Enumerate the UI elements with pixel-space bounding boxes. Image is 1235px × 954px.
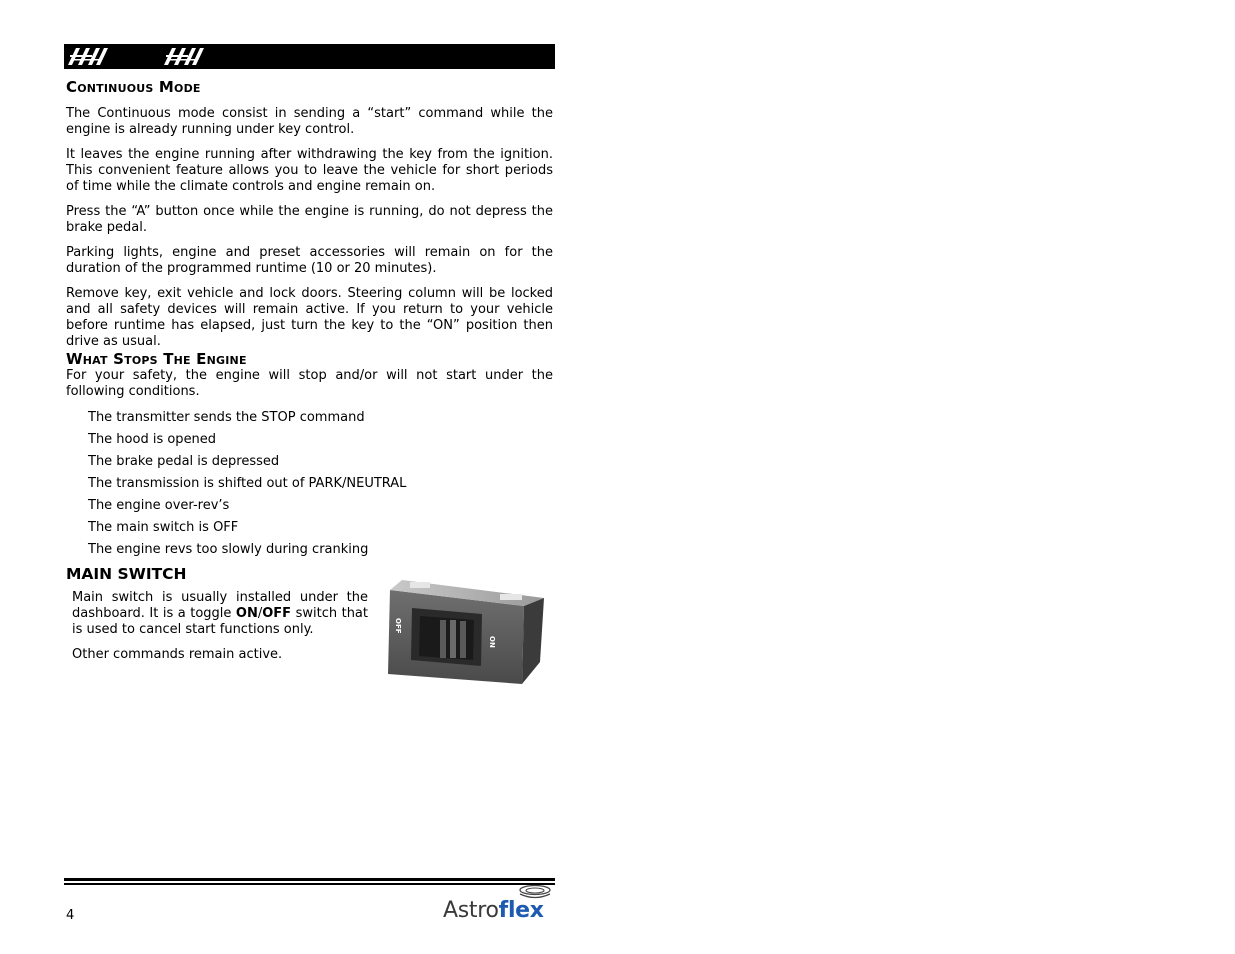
list-item: The transmitter sends the STOP command: [88, 410, 365, 425]
switch-on-label: ON: [488, 636, 496, 648]
list-item: The main switch is OFF: [88, 520, 239, 535]
stops-intro: For your safety, the engine will stop and/or will not start under the following conditions.: [66, 368, 553, 399]
list-item: The transmission is shifted out of PARK/NEUTRAL: [88, 476, 407, 491]
brand-emblem-icon: [162, 47, 206, 66]
main-switch-note: Other commands remain active.: [72, 647, 283, 662]
continuous-paragraph: It leaves the engine running after withdrawing the key from the ignition. This convenient feature allows you to leave the vehicle for short periods of time while the climate controls and engine remain on.: [66, 147, 553, 194]
main-switch-text: [72, 590, 368, 663]
astroflex-logo: [443, 884, 555, 924]
main-switch-heading: MAIN SWITCH: [66, 565, 187, 583]
list-item: The engine over-rev’s: [88, 498, 230, 513]
main-switch-paragraph: Main switch is usually installed under the dashboard. It is a toggle ON/OFF switch that is used to cancel start functions only.: [72, 590, 368, 637]
continuous-paragraph: Parking lights, engine and preset accessories will remain on for the duration of the programmed runtime (10 or 20 minutes).: [66, 245, 553, 276]
header-bar: [64, 44, 555, 69]
toggle-switch-photo: [382, 578, 550, 696]
list-item: The engine revs too slowly during cranking: [88, 542, 369, 557]
main-switch-section: [66, 590, 553, 710]
continuous-paragraph: Remove key, exit vehicle and lock doors. Steering column will be locked and all safety devices will remain active. If you return to your vehicle before runtime has elapsed, just turn the key to the “ON” position then drive as usual.: [66, 286, 553, 349]
continuous-paragraph: Press the “A” button once while the engine is running, do not depress the brake pedal.: [66, 204, 553, 235]
continuous-paragraph: The Continuous mode consist in sending a “start” command while the engine is already running under key control.: [66, 106, 553, 137]
stop-conditions-list: [66, 410, 553, 564]
page-number: 4: [66, 908, 75, 923]
brand-wordmark: Astroflex: [443, 898, 544, 923]
what-stops-heading: What Stops The Engine: [66, 350, 247, 368]
brand-emblem-icon: [66, 47, 110, 66]
continuous-mode-heading: Continuous Mode: [66, 78, 201, 96]
page-content: [66, 78, 553, 710]
list-item: The brake pedal is depressed: [88, 454, 280, 469]
switch-off-label: OFF: [394, 618, 402, 634]
list-item: The hood is opened: [88, 432, 217, 447]
footer-rule: [64, 878, 555, 881]
